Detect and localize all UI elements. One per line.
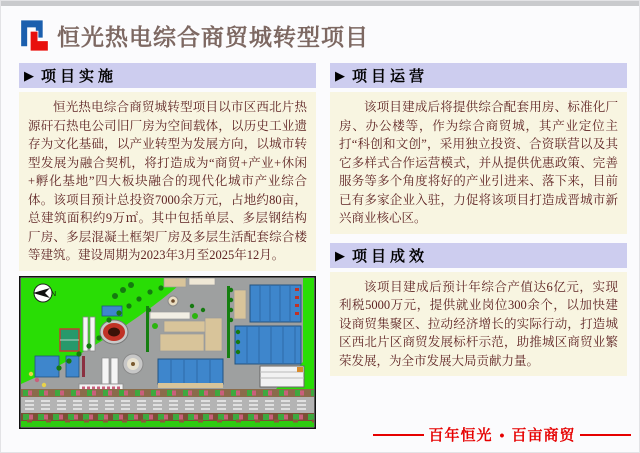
page-title: 恒光热电综合商贸城转型项目 <box>57 24 369 50</box>
site-plan-image <box>19 276 316 429</box>
slogan-right-rule <box>580 434 631 436</box>
implementation-text-panel <box>19 92 316 271</box>
company-logo-icon <box>19 19 50 52</box>
footer-slogan <box>373 424 631 445</box>
operation-text-panel <box>330 92 627 234</box>
section-heading-label: 项目成效 <box>352 248 429 265</box>
left-column <box>19 63 316 429</box>
warehouse-building <box>260 366 304 387</box>
triangle-bullet-icon: ▶ <box>335 247 345 263</box>
section-heading-label: 项目运营 <box>352 69 429 85</box>
operation-paragraph: 该项目建成后将提供综合配套用房、标准化厂房、办公楼等，作为综合商贸城，其产业定位主打“科创和文创”，采用独立投资、合资联营以及其它多样式合作运营模式，并从提供优惠政策、完善服务等多个角度将好的产业引进来、落下来，目前已有多家企业入驻，力促将该项目打造成晋城市新兴商业核心区。 <box>339 100 618 225</box>
section-heading-label: 项目实施 <box>41 69 118 85</box>
slogan-text-right: 百亩商贸 <box>511 427 576 444</box>
section-heading-implementation <box>19 63 316 88</box>
svg-text:N: N <box>51 290 57 298</box>
stadium <box>100 320 128 344</box>
section-heading-operation <box>330 63 627 88</box>
slogan-left-rule <box>373 434 424 436</box>
results-paragraph: 该项目建成后预计年综合产值达6亿元，实现利税5000万元，提供就业岗位300余个，以加快建设商贸集聚区、拉动经济增长的实际行动，打造城区西北片区商贸发展标杆示范，助推城区商贸业繁荣发展，为全市发展大局贡献力量。 <box>339 279 618 368</box>
right-column <box>330 63 627 376</box>
plaza-circle <box>123 354 143 374</box>
slogan-text-left: 百年恒光 <box>428 427 493 444</box>
results-text-panel <box>330 272 627 377</box>
header <box>19 19 369 52</box>
triangle-bullet-icon: ▶ <box>335 68 345 83</box>
implementation-paragraph: 恒光热电综合商贸城转型项目以市区西北片热源矸石热电公司旧厂房为空间载体，以历史工业遗存为文化基础，以产业转型为发展方向，以城市转型发展为融合契机，将打造成为“商贸+产业+休闲+孵化基地”四大板块融合的现代化城市产业综合体。该项目预计总投资7000余万元，占地约80亩，总建筑面积约9万㎡。其中包括单层、多层钢结构厂房、多层混凝土框架厂房及多层生活配套综合楼等建筑。建设周期为2023年3月至2025年12月。 <box>28 100 307 262</box>
slogan-dot: • <box>499 426 505 443</box>
top-divider-bar <box>1 1 640 6</box>
triangle-bullet-icon: ▶ <box>24 68 34 83</box>
section-heading-results <box>330 243 627 268</box>
